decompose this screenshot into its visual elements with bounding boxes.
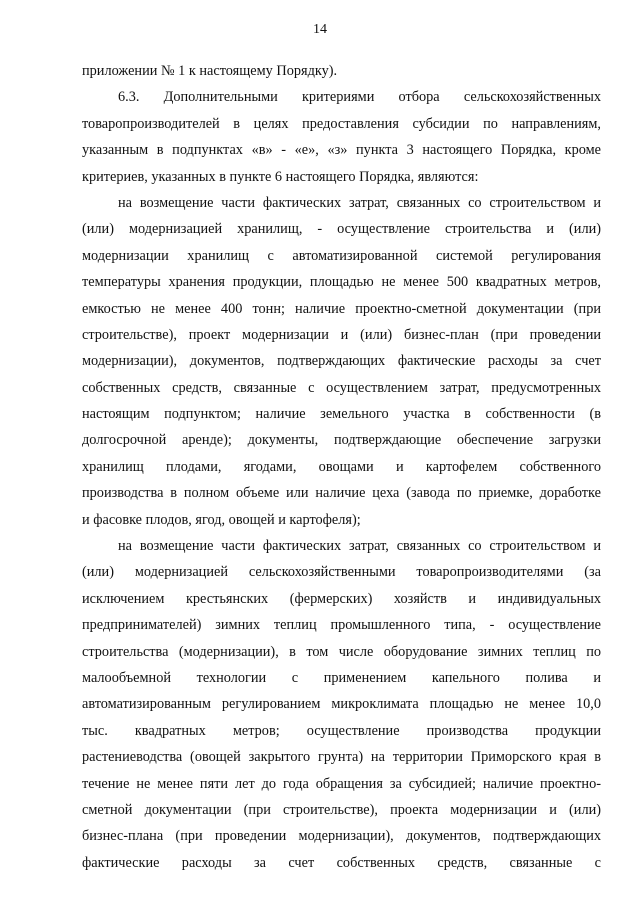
text-line: и фасовке плодов, ягод, овощей и картофеля); — [82, 511, 361, 528]
text-line: температуры хранения продукции, площадью не менее 500 квадратных метров, — [82, 274, 601, 291]
text-line: на возмещение части фактических затрат, связанных со строительством и — [118, 194, 601, 211]
page-number: 14 — [313, 22, 327, 37]
text-line: (или) модернизацией хранилищ, - осуществление строительства и (или) — [82, 221, 601, 238]
text-line: товаропроизводителей в целях предоставления субсидии по направлениям, — [82, 115, 601, 132]
text-line: течение не менее пяти лет до года обращения за субсидией; наличие проектно- — [82, 775, 601, 792]
text-line: на возмещение части фактических затрат, связанных со строительством и — [118, 538, 601, 555]
text-line: производства в полном объеме или наличие цеха (завода по приемке, доработке — [82, 485, 601, 502]
text-line: автоматизированным регулированием микроклимата площадью не менее 10,0 — [82, 696, 601, 713]
text-line: строительстве), проект модернизации и (или) бизнес-план (при проведении — [82, 326, 601, 343]
text-line: растениеводства (овощей закрытого грунта) на территории Приморского края в — [82, 749, 601, 766]
text-line: емкостью не менее 400 тонн; наличие проектно-сметной документации (при — [82, 300, 601, 317]
text-line: собственных средств, связанные с осуществлением затрат, предусмотренных — [82, 379, 601, 396]
text-line: настоящим подпунктом; наличие земельного участка в собственности (в — [82, 406, 601, 423]
text-line: 6.3. Дополнительными критериями отбора сельскохозяйственных — [118, 89, 601, 106]
text-line: строительства (модернизации), в том числе оборудование зимних теплиц по — [82, 643, 601, 660]
text-line: приложении № 1 к настоящему Порядку). — [82, 63, 338, 79]
text-line: малообъемной технологии с применением капельного полива и — [82, 669, 601, 686]
document-body — [82, 58, 601, 876]
text-line: исключением крестьянских (фермерских) хозяйств и индивидуальных — [82, 590, 601, 607]
text-line: долгосрочной аренде); документы, подтверждающие обеспечение загрузки — [82, 432, 601, 449]
text-line: сметной документации (при строительстве), проекта модернизации и (или) — [82, 801, 601, 818]
text-line: критериев, указанных в пункте 6 настоящего Порядка, являются: — [82, 168, 479, 185]
text-line: модернизации), документов, подтверждающих фактические расходы за счет — [82, 353, 601, 370]
text-line: тыс. квадратных метров; осуществление производства продукции — [82, 722, 601, 739]
text-line: предпринимателей) зимних теплиц промышленного типа, - осуществление — [82, 617, 601, 634]
text-line: (или) модернизацией сельскохозяйственными товаропроизводителями (за — [82, 564, 601, 581]
text-line: бизнес-плана (при проведении модернизации), документов, подтверждающих — [82, 828, 601, 845]
text-line: фактические расходы за счет собственных средств, связанные с — [82, 854, 601, 871]
text-line: указанным в подпунктах «в» - «е», «з» пункта 3 настоящего Порядка, кроме — [82, 142, 601, 159]
text-line: хранилищ плодами, ягодами, овощами и картофелем собственного — [82, 458, 601, 475]
text-line: модернизации хранилищ с автоматизированной системой регулирования — [82, 247, 601, 264]
